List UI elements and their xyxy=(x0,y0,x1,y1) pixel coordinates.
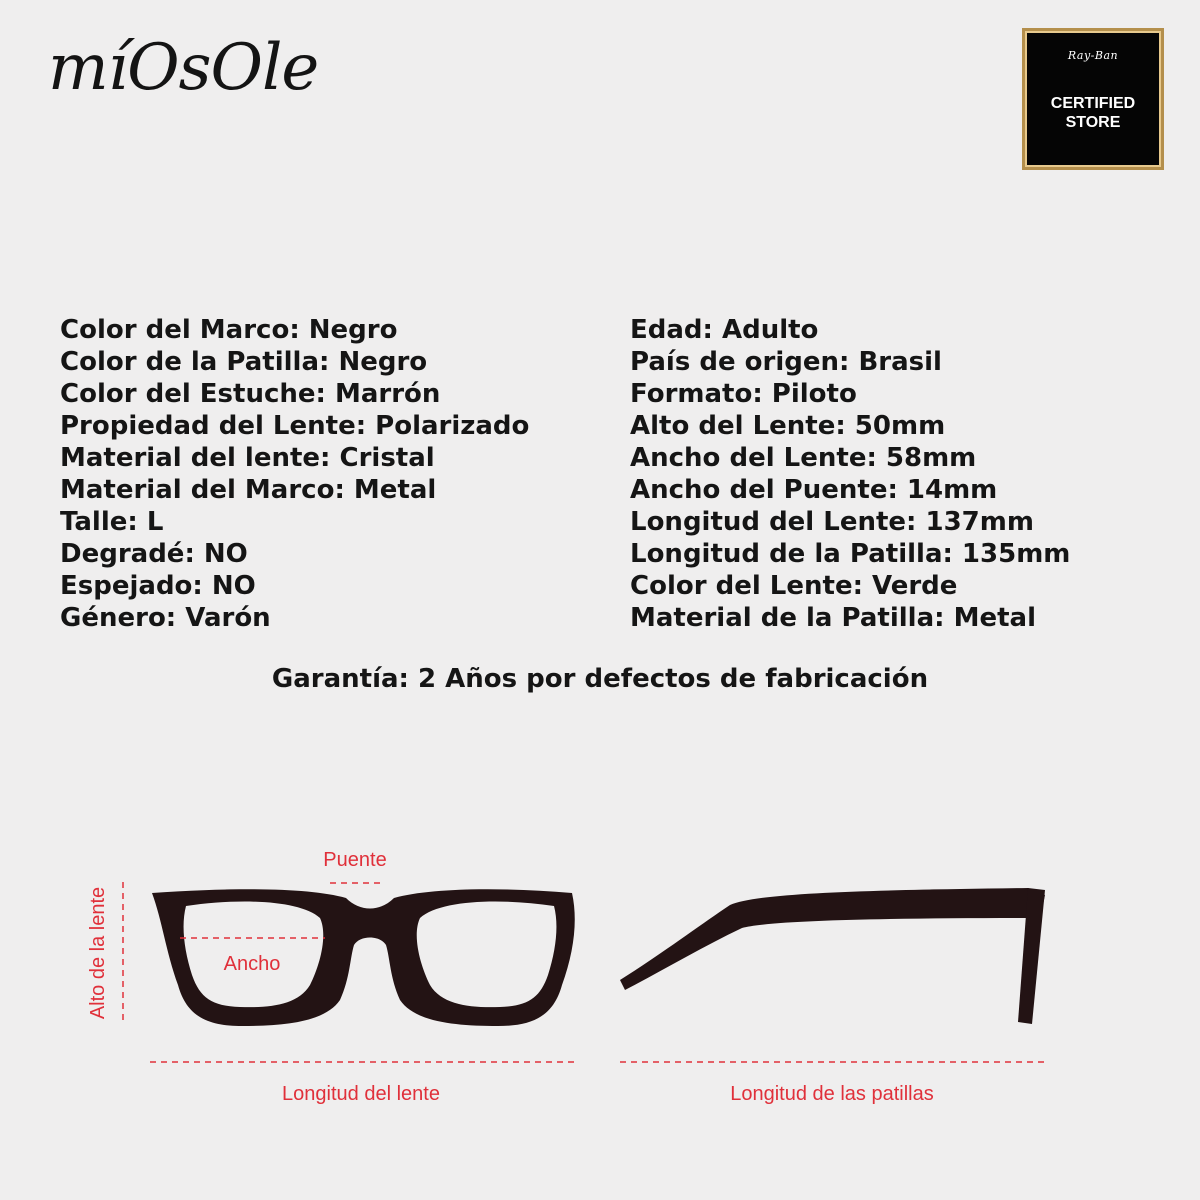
spec-item: Ancho del Lente: 58mm xyxy=(630,443,977,473)
spec-item: Alto del Lente: 50mm xyxy=(630,411,946,441)
brand-logo: míOsOle xyxy=(48,31,319,105)
spec-item: Longitud de la Patilla: 135mm xyxy=(630,539,1071,569)
height-label: Alto de la lente xyxy=(87,886,109,1020)
spec-item: Material del lente: Cristal xyxy=(60,443,435,473)
bridge-label: Puente xyxy=(323,849,387,871)
temple-length-label: Longitud de las patillas xyxy=(730,1083,934,1105)
spec-item: Ancho del Puente: 14mm xyxy=(630,475,998,505)
width-label: Ancho xyxy=(223,953,281,975)
badge-line-1: CERTIFIED xyxy=(1050,95,1136,112)
spec-item: Género: Varón xyxy=(60,603,271,633)
spec-item: Degradé: NO xyxy=(60,539,248,569)
spec-item: Talle: L xyxy=(60,507,164,537)
spec-item: Color del Estuche: Marrón xyxy=(60,379,441,409)
spec-item: Edad: Adulto xyxy=(630,315,819,345)
spec-item: Propiedad del Lente: Polarizado xyxy=(60,411,530,441)
glasses-front-view xyxy=(152,889,575,1026)
badge-line-2: STORE xyxy=(1065,114,1121,131)
spec-item: Material de la Patilla: Metal xyxy=(630,603,1036,633)
spec-item: Formato: Piloto xyxy=(630,379,857,409)
spec-item: Color del Lente: Verde xyxy=(630,571,958,601)
spec-item: País de origen: Brasil xyxy=(630,347,942,377)
temple-arm xyxy=(620,888,1045,990)
glasses-side-view xyxy=(620,888,1045,1024)
warranty-text: Garantía: 2 Años por defectos de fabricación xyxy=(271,664,929,694)
spec-item: Espejado: NO xyxy=(60,571,256,601)
spec-item: Color de la Patilla: Negro xyxy=(60,347,428,377)
front-frame-shape xyxy=(152,889,575,1026)
lens-length-label: Longitud del lente xyxy=(282,1083,440,1105)
spec-item: Longitud del Lente: 137mm xyxy=(630,507,1034,537)
spec-item: Material del Marco: Metal xyxy=(60,475,437,505)
rayban-script-logo: Ray-Ban xyxy=(1067,49,1119,62)
spec-item: Color del Marco: Negro xyxy=(60,315,398,345)
